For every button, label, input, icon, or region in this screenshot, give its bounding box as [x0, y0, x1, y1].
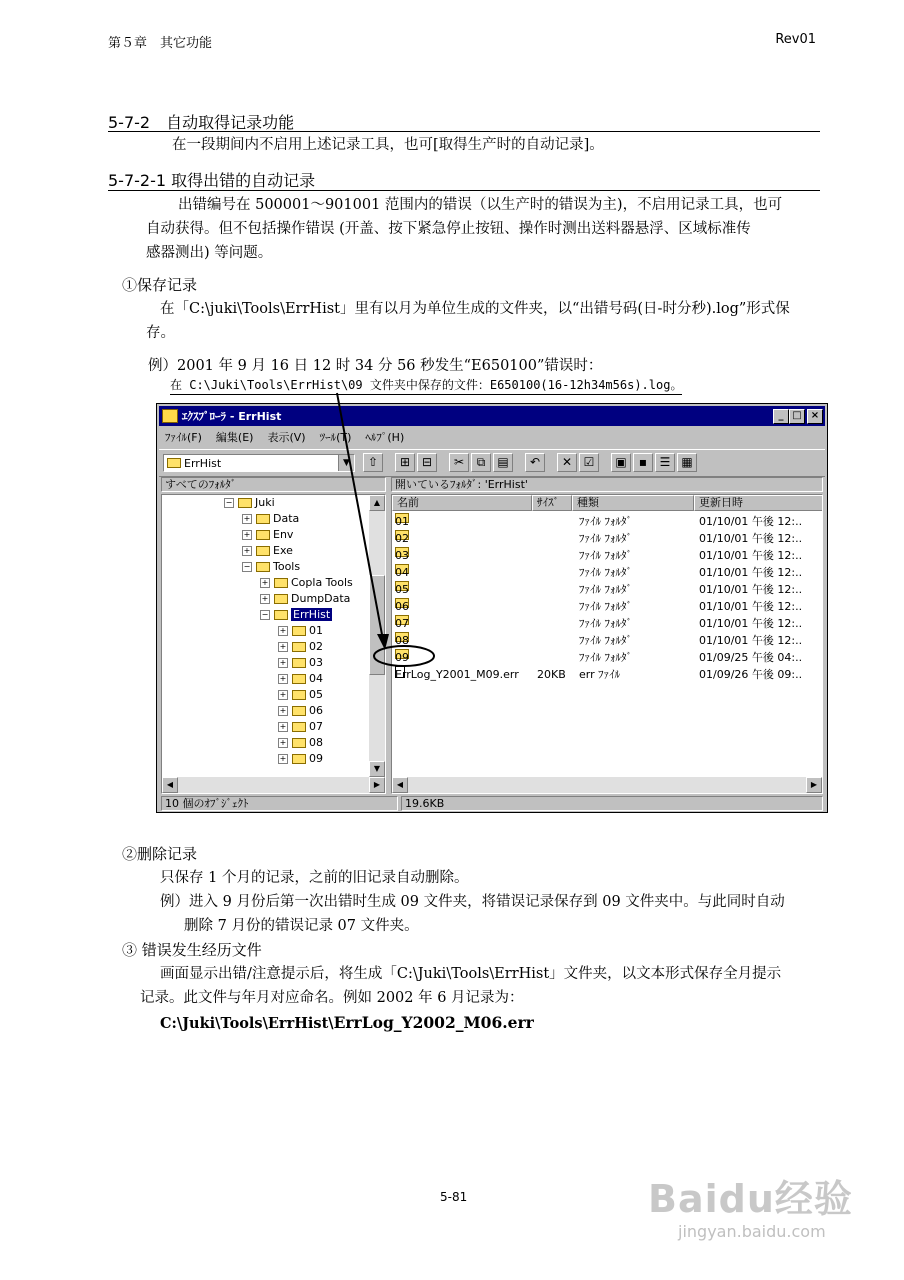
file-row[interactable]: 07 ﾌｧｲﾙ ﾌｫﾙﾀﾞ 01/10/01 午後 12:.. [395, 617, 803, 630]
tree-item-06[interactable]: + 06 [279, 704, 323, 717]
column-name[interactable]: 名前 [392, 495, 532, 511]
paste-button[interactable]: ▤ [493, 453, 513, 472]
example-text: 例）2001 年 9 月 16 日 12 时 34 分 56 秒发生“E650100”错误时： [148, 358, 603, 374]
tree-item-08[interactable]: + 08 [279, 736, 323, 749]
scroll-down-icon[interactable]: ▼ [369, 761, 385, 777]
scroll-left-icon[interactable]: ◀ [162, 777, 178, 793]
menu-help[interactable]: ﾍﾙﾌﾟ(H) [365, 431, 405, 444]
scroll-right-icon[interactable]: ▶ [806, 777, 822, 793]
paragraph-line: 感器测出) 等问题。 [146, 245, 273, 261]
annotation-arrow [337, 393, 383, 640]
revision-label: Rev01 [775, 32, 816, 47]
chapter-header: 第５章 其它功能 [108, 36, 213, 51]
tree-item-copla-tools[interactable]: + Copla Tools [261, 576, 353, 589]
file-row[interactable]: 01 ﾌｧｲﾙ ﾌｫﾙﾀﾞ 01/10/01 午後 12:.. [395, 515, 803, 528]
tree-item-03[interactable]: + 03 [279, 656, 323, 669]
scroll-right-icon[interactable]: ▶ [369, 777, 385, 793]
file-row[interactable]: 02 ﾌｧｲﾙ ﾌｫﾙﾀﾞ 01/10/01 午後 12:.. [395, 532, 803, 545]
menu-view[interactable]: 表示(V) [267, 431, 306, 444]
undo-button[interactable]: ↶ [525, 453, 545, 472]
tree-item-05[interactable]: + 05 [279, 688, 323, 701]
file-row[interactable]: 03 ﾌｧｲﾙ ﾌｫﾙﾀﾞ 01/10/01 午後 12:.. [395, 549, 803, 562]
details-view-button[interactable]: ▦ [677, 453, 697, 472]
tree-item-juki[interactable]: − Juki [225, 496, 275, 509]
history-path [160, 1011, 534, 1036]
small-icons-button[interactable]: ▪ [633, 453, 653, 472]
scroll-up-icon[interactable]: ▲ [369, 495, 385, 511]
minimize-button[interactable]: _ [773, 409, 789, 424]
column-type[interactable]: 種類 [572, 495, 694, 511]
example-path: 在 C:\Juki\Tools\ErrHist\09 文件夹中保存的文件：E650100(16-12h34m56s).log。 [170, 376, 682, 395]
paragraph-line: 例）进入 9 月份后第一次出错时生成 09 文件夹，将错误记录保存到 09 文件夹中。与此同时自动 [160, 894, 785, 910]
path-filename: ErrLog_Y2002_M06.err [333, 1013, 534, 1032]
cut-button[interactable]: ✂ [449, 453, 469, 472]
paragraph-line: 删除 7 月份的错误记录 07 文件夹。 [184, 918, 419, 934]
up-folder-button[interactable]: ⇧ [363, 453, 383, 472]
window-title: ｴｸｽﾌﾟﾛｰﾗ - ErrHist [182, 410, 282, 423]
tree-item-07[interactable]: + 07 [279, 720, 323, 733]
history-title: ③ 错误发生经历文件 [122, 941, 262, 959]
large-icons-button[interactable]: ▣ [611, 453, 631, 472]
column-date[interactable]: 更新日時 [694, 495, 823, 511]
tree-item-09[interactable]: + 09 [279, 752, 323, 765]
watermark-url: jingyan.baidu.com [678, 1222, 826, 1241]
tree-item-tools[interactable]: − Tools [243, 560, 301, 573]
menu-edit[interactable]: 編集(E) [215, 431, 254, 444]
tree-item-env[interactable]: + Env [243, 528, 294, 541]
file-row[interactable]: 04 ﾌｧｲﾙ ﾌｫﾙﾀﾞ 01/10/01 午後 12:.. [395, 566, 803, 579]
column-size[interactable]: ｻｲｽﾞ [532, 495, 572, 511]
file-row[interactable]: 06 ﾌｧｲﾙ ﾌｫﾙﾀﾞ 01/10/01 午後 12:.. [395, 600, 803, 613]
map-drive-button[interactable]: ⊞ [395, 453, 415, 472]
tree-item-data[interactable]: + Data [243, 512, 300, 525]
highlight-ellipse [374, 646, 434, 666]
disconnect-drive-button[interactable]: ⊟ [417, 453, 437, 472]
tree-item-01[interactable]: + 01 [279, 624, 323, 637]
section-body: 在一段期间内不启用上述记录工具，也可[取得生产时的自动记录]。 [172, 137, 604, 153]
scroll-left-icon[interactable]: ◀ [392, 777, 408, 793]
copy-button[interactable]: ⧉ [471, 453, 491, 472]
section-title-5-7-2-1: 5-7-2-1 取得出错的自动记录 [108, 171, 316, 190]
list-view-button[interactable]: ☰ [655, 453, 675, 472]
tree-item-dumpdata[interactable]: + DumpData [261, 592, 351, 605]
status-object-count: 10 個のｵﾌﾞｼﾞｪｸﾄ [161, 796, 398, 811]
list-pane-header: 開いているﾌｫﾙﾀﾞ: 'ErrHist' [391, 477, 823, 492]
properties-button[interactable]: ☑ [579, 453, 599, 472]
menu-tools[interactable]: ﾂｰﾙ(T) [319, 431, 352, 444]
file-row[interactable]: 08 ﾌｧｲﾙ ﾌｫﾙﾀﾞ 01/10/01 午後 12:.. [395, 634, 803, 647]
paragraph-line: 画面显示出错/注意提示后，将生成「C:\Juki\Tools\ErrHist」文件夹，以文本形式保存全月提示 [160, 966, 782, 982]
page-number: 5-81 [440, 1190, 468, 1204]
path-prefix: C:\Juki\Tools\ErrHist\ [160, 1015, 334, 1032]
address-value: ErrHist [184, 456, 222, 470]
file-row[interactable]: 09 ﾌｧｲﾙ ﾌｫﾙﾀﾞ 01/09/25 午後 04:.. [395, 651, 803, 664]
delete-title: ②删除记录 [122, 845, 198, 863]
chevron-down-icon[interactable]: ▼ [338, 455, 354, 471]
save-title: ①保存记录 [122, 276, 198, 294]
paragraph-line: 只保存 1 个月的记录，之前的旧记录自动删除。 [160, 870, 469, 886]
tree-item-exe[interactable]: + Exe [243, 544, 293, 557]
tree-item-errhist[interactable]: − ErrHist [261, 608, 331, 621]
paragraph-line: 自动获得。但不包括操作错误 (开盖、按下紧急停止按钮、操作时测出送料器悬浮、区域标准传 [146, 221, 751, 237]
status-size: 19.6KB [401, 796, 823, 811]
paragraph-line: 在「C:\juki\Tools\ErrHist」里有以月为单位生成的文件夹，以“出错号码(日-时分秒).log”形式保 [160, 301, 790, 317]
file-row[interactable]: 05 ﾌｧｲﾙ ﾌｫﾙﾀﾞ 01/10/01 午後 12:.. [395, 583, 803, 596]
file-row[interactable]: ErrLog_Y2001_M09.err 20KB err ﾌｧｲﾙ 01/09/26 午後 09:.. [395, 668, 803, 681]
paragraph-line: 记录。此文件与年月对应命名。例如 2002 年 6 月记录为： [140, 990, 524, 1006]
watermark-logo: Baidu经验 [648, 1177, 853, 1221]
paragraph-line: 存。 [146, 325, 175, 341]
delete-button[interactable]: ✕ [557, 453, 577, 472]
menu-file[interactable]: ﾌｧｲﾙ(F) [165, 431, 202, 444]
maximize-button[interactable]: □ [789, 409, 805, 424]
tree-pane-header: すべてのﾌｫﾙﾀﾞ [161, 477, 386, 492]
tree-item-02[interactable]: + 02 [279, 640, 323, 653]
paragraph-line: 出错编号在 500001～901001 范围内的错误（以生产时的错误为主)，不启用记录工具，也可 [178, 197, 783, 213]
tree-item-04[interactable]: + 04 [279, 672, 323, 685]
close-button[interactable]: × [807, 409, 823, 424]
section-title-5-7-2: 5-7-2 自动取得记录功能 [108, 113, 295, 132]
